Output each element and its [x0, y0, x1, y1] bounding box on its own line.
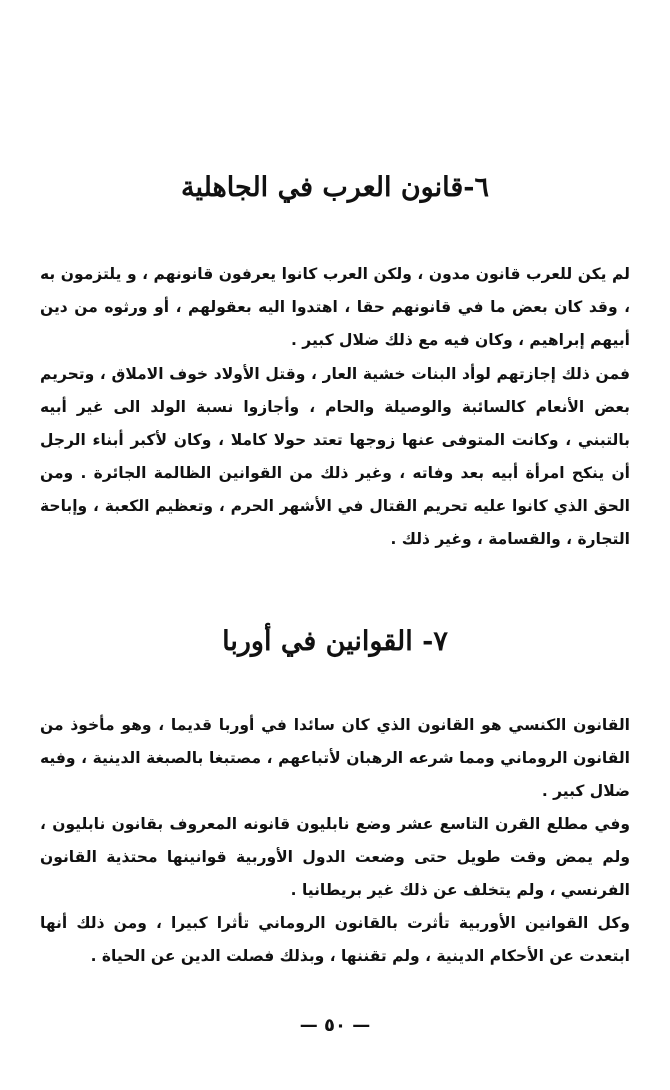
section-7-paragraph-3: وكل القوانين الأوربية تأثرت بالقانون الروماني تأثرا كبيرا ، ومن ذلك أنها ابتعدت عن الأحكام الدينية ، ولم تقننها ، وبذلك فصلت الدين عن الحياة .: [40, 914, 630, 965]
section-6-paragraph-1: لم يكن للعرب قانون مدون ، ولكن العرب كانوا يعرفون قانونهم ، و يلتزمون به ، وقد كان بعض ما في قانونهم حقا ، اهتدوا اليه بعقولهم ، أو ورثوه من دين أبيهم إبراهيم ، وكان فيه مع ذلك ضلال كبير .: [40, 265, 630, 349]
section-6-heading: ٦-قانون العرب في الجاهلية: [180, 172, 489, 203]
page-number: — ٥٠ —: [299, 1015, 371, 1036]
section-7-paragraph-2: وفي مطلع القرن التاسع عشر وضع نابليون قانونه المعروف بقانون نابليون ، ولم يمض وقت طويل حتى وضعت الدول الأوربية قوانينها محتذية القانون الفرنسي ، ولم يتخلف عن ذلك غير بريطانيا .: [40, 815, 630, 899]
section-7-heading: ٧- القوانين في أوربا: [222, 626, 448, 657]
section-6-paragraph-2: فمن ذلك إجازتهم لوأد البنات خشية العار ، وقتل الأولاد خوف الاملاق ، وتحريم بعض الأنعام كالسائبة والوصيلة والحام ، وأجازوا نسبة الولد الى غير أبيه بالتبني ، وكانت المتوفى عنها زوجها تعتد حولا كاملا ، وكان لأكبر أبناء الرجل أن ينكح امرأة أبيه بعد وفاته ، وغير ذلك من القوانين الظالمة الجائرة . ومن الحق الذي كانوا عليه تحريم القتال في الأشهر الحرم ، وتعظيم الكعبة ، وإباحة التجارة ، والقسامة ، وغير ذلك .: [40, 365, 630, 548]
section-7-paragraph-1: القانون الكنسي هو القانون الذي كان سائدا في أوربا قديما ، وهو مأخوذ من القانون الروماني ومما شرعه الرهبان لأتباعهم ، مصتبغا بالصبغة الدينية ، وفيه ضلال كبير .: [40, 716, 630, 800]
